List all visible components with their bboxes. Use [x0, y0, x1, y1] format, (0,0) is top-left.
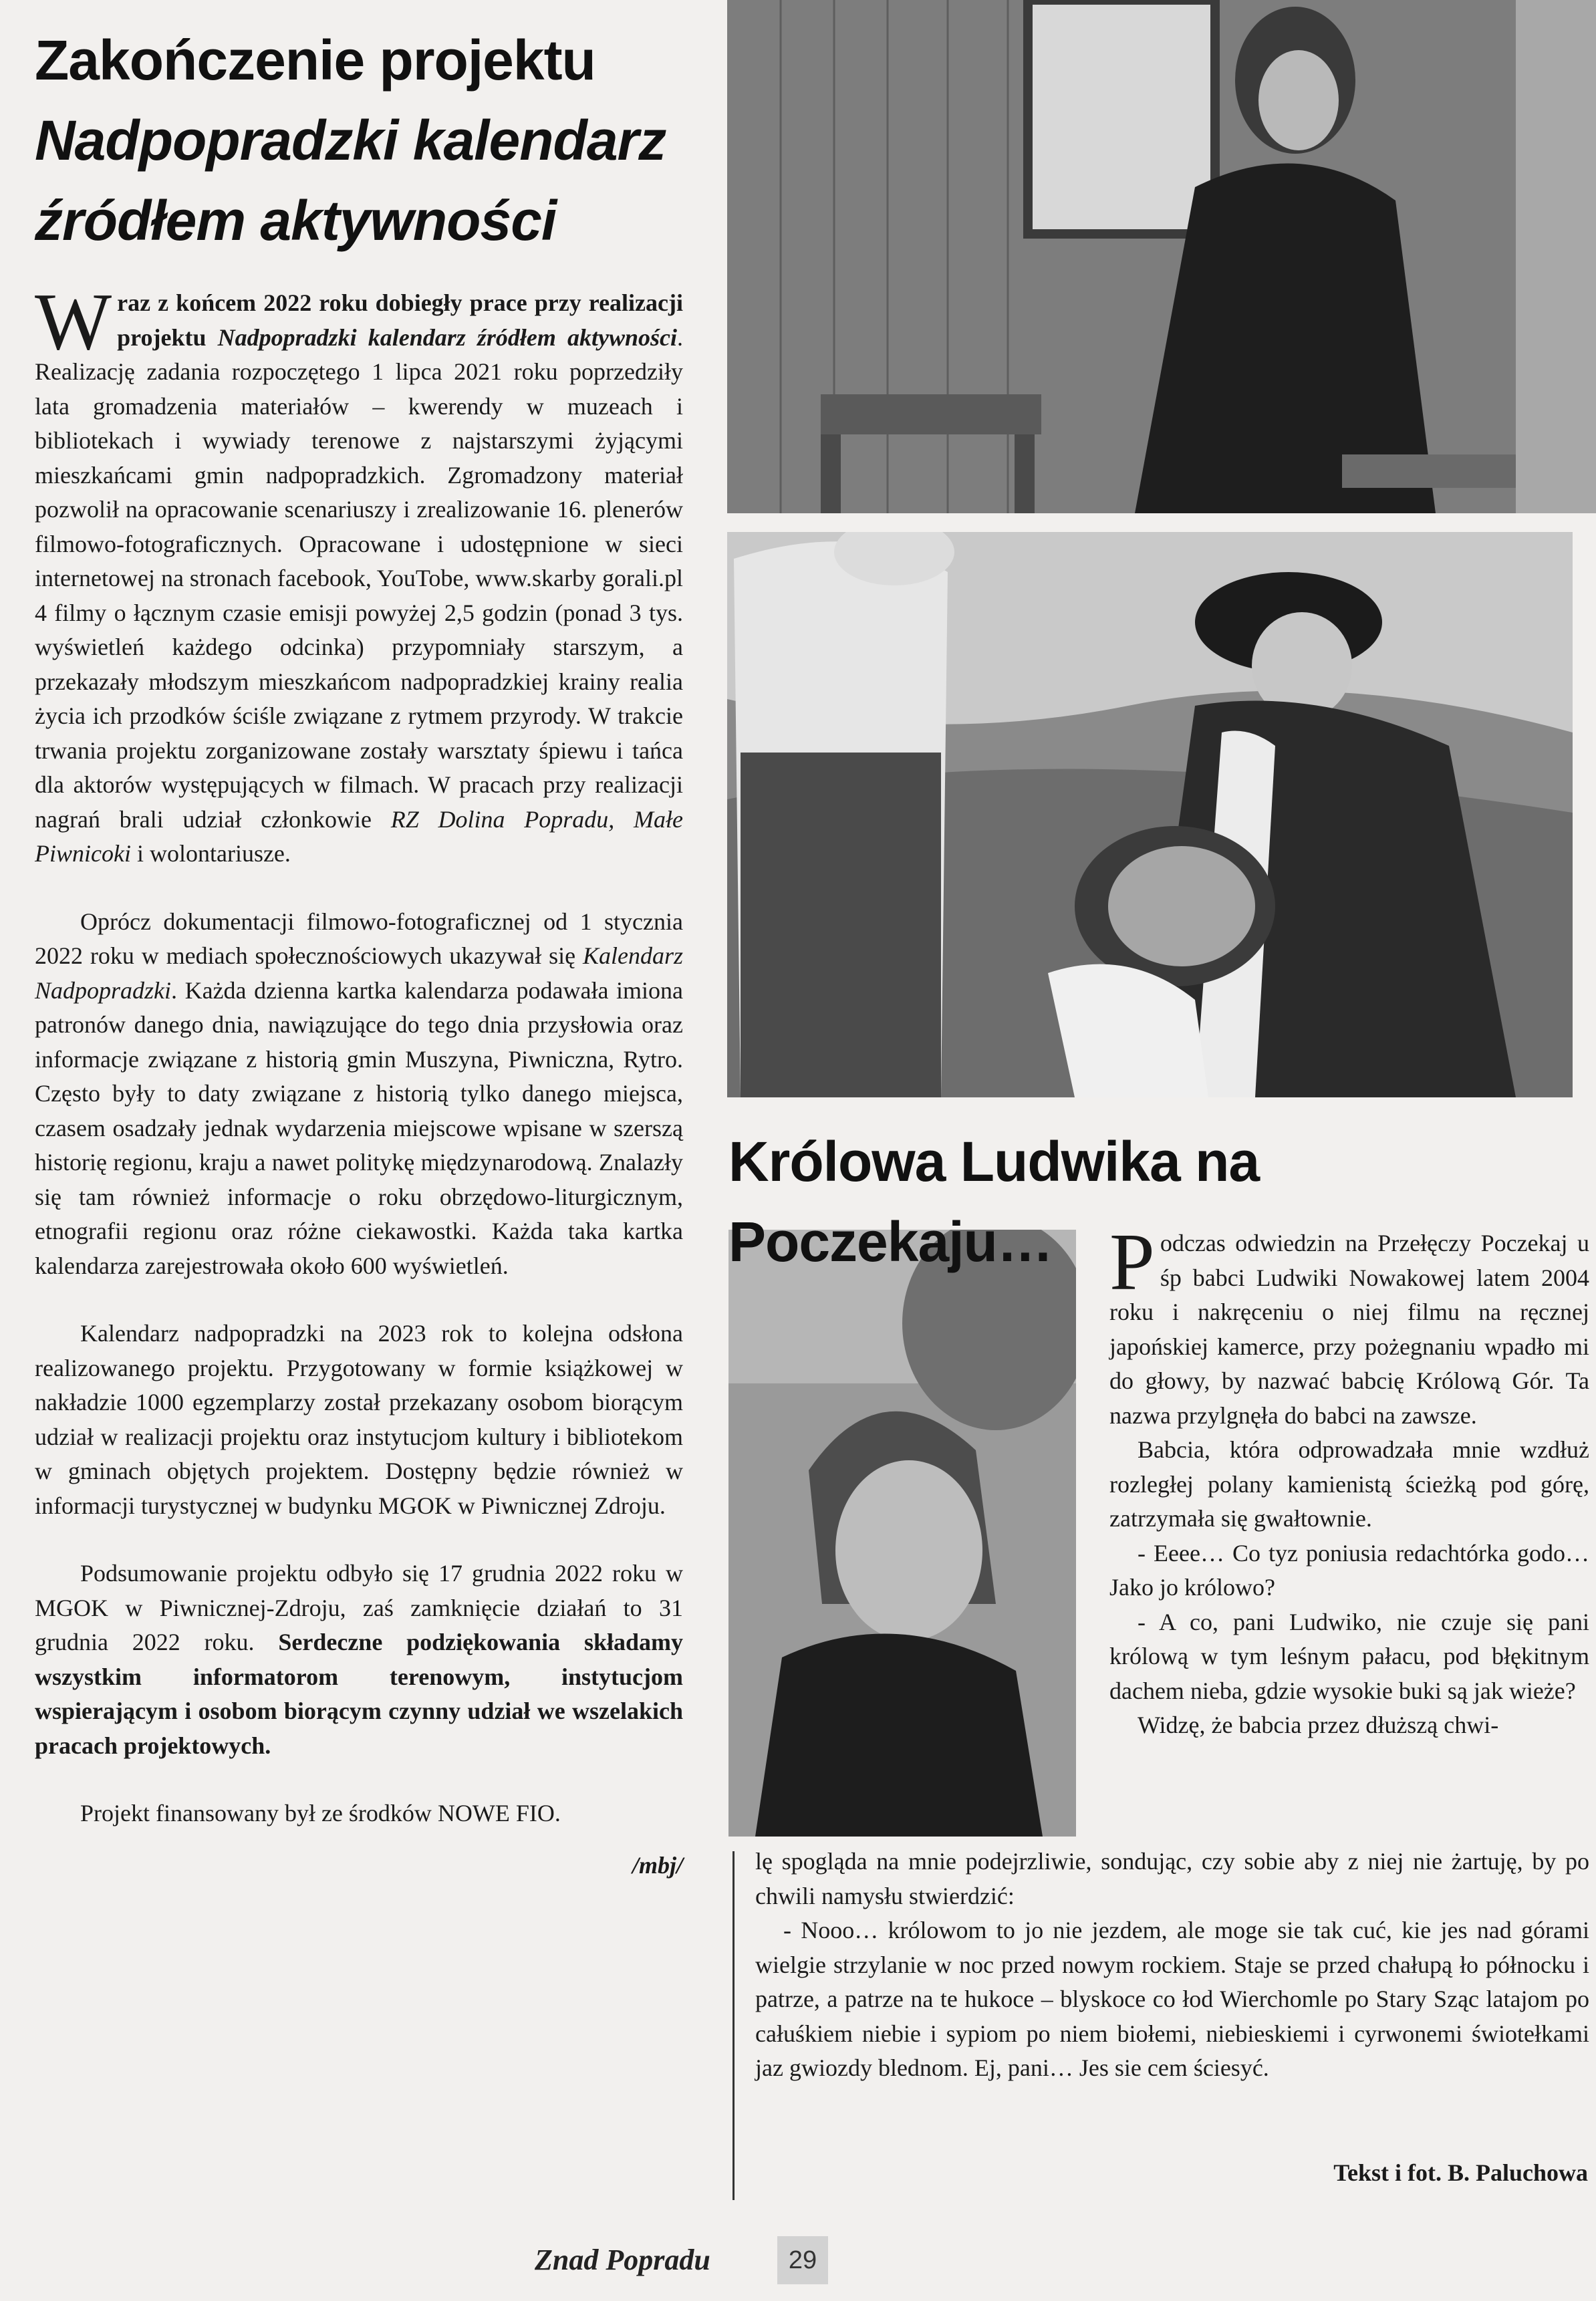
- column-rule: [733, 1851, 735, 2200]
- title-line-3: źródłem aktywności: [35, 189, 557, 252]
- title-line-2: Nadpopradzki kalendarz: [35, 109, 666, 172]
- group-names: RZ Dolina Popradu, Małe Piwnicoki: [35, 805, 683, 867]
- photo-woman-in-wagon-drawing: [727, 0, 1596, 513]
- right-paragraph-6: - Nooo… królowom to jo nie jezdem, ale moge sie tak cuć, kie jes nad górami wielgie strzylanie w noc przed nowym rockiem. Staje se przed chałupą ło północku i patrze, a patrze na te hukoce – blyskoce co łod Wierchomle po Stary Sząc latajom po całuśkiem niebie i sypiom po niem biołemi, niebieskiemi i cyrwonemi świotełkami jaz gwiozdy blednom. Ej, pani… Jes sie cem ściesyć.: [755, 1917, 1589, 2081]
- lead-text: raz z końcem 2022 roku dobiegły prace przy realizacji projektu: [117, 289, 683, 351]
- dropcap-p: P: [1109, 1217, 1155, 1307]
- magazine-logo: Znad Popradu: [535, 2244, 710, 2276]
- paragraph-2-rest: . Każda dzienna kartka kalendarza podawała imiona patronów danego dnia, nawiązujące do tego dnia przysłowia oraz informacje związane z historią gmin Muszyna, Piwniczna, Rytro. Często były to daty związane z historią tylko danego miejsca, czasem osadzały jednak wydarzenia miejscowe wpisane w szerszą historię regionu, kraju a nawet politykę międzynarodową. Znalazły się tam również informacje o roku obrzędowo-liturgicznym, etnografii regionu oraz różne ciekawostki. Każda taka kartka kalendarza zarejestrowała około 600 wyświetleń.: [35, 976, 683, 1279]
- page-number: 29: [777, 2236, 828, 2284]
- right-paragraph-2: Babcia, która odprowadzała mnie wzdłuż rozległej polany kamienistą ścieżką pod górę, zatrzymała się gwałtownie.: [1109, 1436, 1589, 1532]
- paragraph-2-start: Oprócz dokumentacji filmowo-fotograficznej od 1 stycznia 2022 roku w mediach społecznościowych ukazywał się: [35, 908, 683, 969]
- left-article: [35, 20, 683, 1879]
- paragraph-2: [35, 905, 683, 1284]
- right-article-body-upper: [1109, 1217, 1589, 1743]
- photo-ludwika-portrait-drawing: [728, 1230, 1076, 1837]
- paragraph-3: Kalendarz nadpopradzki na 2023 rok to kolejna odsłona realizowanego projektu. Przygotowany w formie książkowej w nakładzie 1000 egzemplarzy został przekazany osobom biorącym udział w realizacji projektu oraz instytucjom kultury i bibliotekom w gminach objętych projektem. Dostępny będzie również w informacji turystycznej w budynku MGOK w Piwnicznej Zdroju.: [35, 1320, 683, 1519]
- photo-ludwika-portrait: [728, 1230, 1076, 1837]
- left-article-body: [35, 277, 683, 1879]
- paragraph-4: [35, 1556, 683, 1763]
- photo-sowing-grain: [727, 532, 1573, 1097]
- paragraph-1-end: i wolontariusze.: [130, 840, 291, 867]
- paragraph-5: Projekt finansowany był ze środków NOWE FIO.: [80, 1800, 561, 1826]
- paragraph-4-start: Podsumowanie projektu odbyło się 17 grudnia 2022 roku w MGOK w Piwnicznej-Zdroju, zaś zamknięcie działań to 31 grudnia 2022 roku.: [35, 1560, 683, 1655]
- right-paragraph-1: [1109, 1217, 1589, 1433]
- title-line-1: Zakończenie projektu: [35, 29, 595, 92]
- left-article-title: [35, 20, 683, 261]
- right-paragraph-1-text: odczas odwiedzin na Przełęczy Poczekaj u śp babci Ludwiki Nowakowej latem 2004 roku i nakręceniu o niej filmu na ręcznej japońskiej kamerce, przy pożegnaniu wpadło mi do głowy, by nazwać babcię Królową Gór. Ta nazwa przylgnęła do babci na zawsze.: [1109, 1230, 1589, 1429]
- paragraph-1: [35, 277, 683, 871]
- right-article-body-lower: [755, 1845, 1589, 2086]
- thanks-text: Serdeczne podziękowania składamy wszystkim informatorom terenowym, instytucjom wspierającym i osobom biorącym czynny udział we wszelakich pracach projektowych.: [35, 1629, 683, 1759]
- right-article-title: Królowa Ludwika na Poczekaju…: [728, 1130, 1260, 1273]
- lead-project-title: Nadpopradzki kalendarz źródłem aktywności: [217, 323, 677, 351]
- dropcap: W: [35, 277, 112, 367]
- right-paragraph-5-rest: lę spogląda na mnie podejrzliwie, sondując, czy sobie aby z niej nie żartuję, by po chwili namysłu stwierdzić:: [755, 1848, 1589, 1909]
- photo-credit: Tekst i fot. B. Paluchowa: [1333, 2159, 1588, 2186]
- calendar-name: Kalendarz Nadpopradzki: [35, 942, 683, 1004]
- right-paragraph-5-start: Widzę, że babcia przez dłuższą chwi-: [1138, 1712, 1499, 1738]
- right-paragraph-3: - Eeee… Co tyz poniusia redachtórka godo…Jako jo królowo?: [1109, 1539, 1589, 1601]
- right-paragraph-4: - A co, pani Ludwiko, nie czuje się pani królową w tym leśnym pałacu, pod błękitnym dachem nieba, gdzie wysokie buki są jak wieże?: [1109, 1608, 1589, 1704]
- photo-woman-in-wagon: [727, 0, 1596, 513]
- paragraph-1-text: . Realizację zadania rozpoczętego 1 lipca 2021 roku poprzedziły lata gromadzenia materiałów – kwerendy w muzeach i bibliotekach i wywiady terenowe z najstarszymi żyjącymi mieszkańcami gmin nadpopradzkich. Zgromadzony materiał pozwolił na opracowanie scenariuszy i zrealizowanie 16. plenerów filmowo-fotograficznych. Opracowane i udostępnione w sieci internetowej na stronach facebook, YouTobe, www.skarby gorali.pl 4 filmy o łącznym czasie emisji powyżej 2,5 godzin (ponad 3 tys. wyświetleń każdego odcinka) przypomniały starszym, a przekazały młodszym mieszkańcom nadpopradzkiej krainy realia życia ich przodków ściśle związane z rytmem przyrody. W trakcie trwania projektu zorganizowane zostały warsztaty śpiewu i tańca dla aktorów występujących w filmach. W pracach przy realizacji nagrań brali udział członkowie: [35, 323, 683, 833]
- signature: /mbj/: [632, 1851, 683, 1879]
- photo-sowing-grain-drawing: [727, 532, 1573, 1097]
